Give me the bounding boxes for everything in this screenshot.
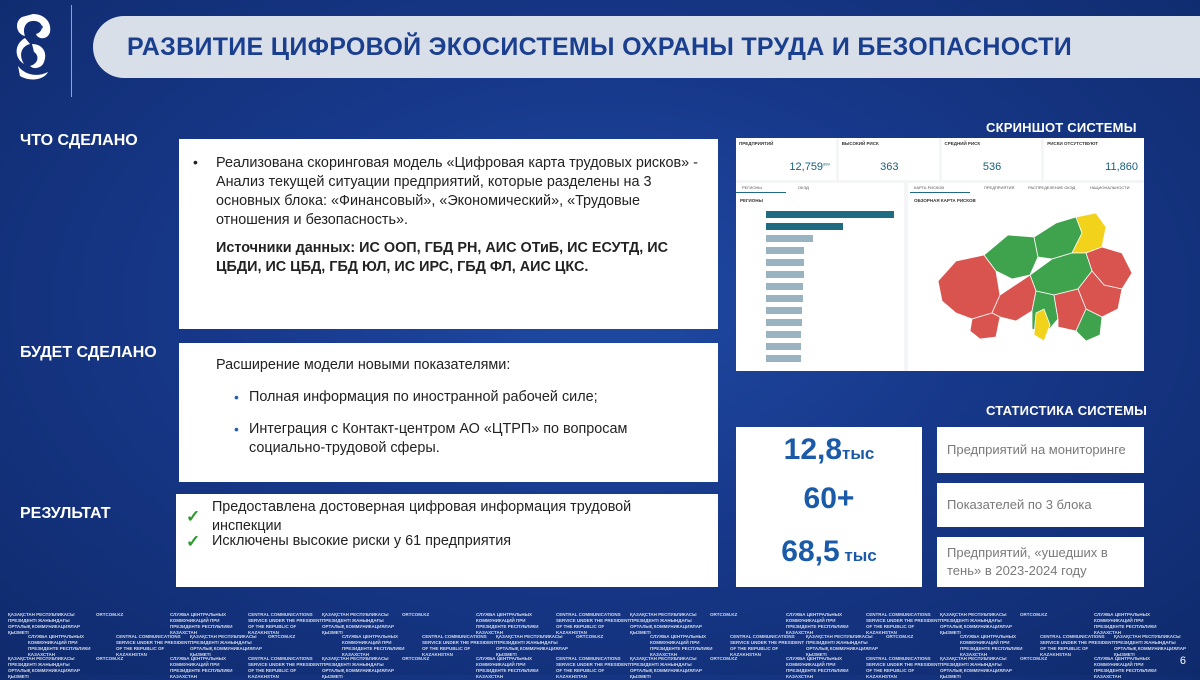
footer-watermark-text: ҚАЗАҚСТАН РЕСПУБЛИКАСЫ ПРЕЗИДЕНТІ ЖАНЫНДАҒЫ ОРТАЛЫҚ КОММУНИКАЦИЯЛАР ҚЫЗМЕТІ xyxy=(8,612,80,635)
footer-watermark-text: ҚАЗАҚСТАН РЕСПУБЛИКАСЫ ПРЕЗИДЕНТІ ЖАНЫНДАҒЫ ОРТАЛЫҚ КОММУНИКАЦИЯЛАР ҚЫЗМЕТІ xyxy=(322,612,394,635)
title-bar xyxy=(93,16,1200,78)
kazakhstan-risk-map xyxy=(926,209,1138,364)
region-bar xyxy=(766,235,813,242)
footer-watermark-text: ҚАЗАҚСТАН РЕСПУБЛИКАСЫ ПРЕЗИДЕНТІ ЖАНЫНДАҒЫ ОРТАЛЫҚ КОММУНИКАЦИЯЛАР ҚЫЗМЕТІ xyxy=(322,656,394,679)
footer-watermark-text: ORTCOM.KZ xyxy=(402,612,430,617)
footer-watermark-text: СЛУЖБА ЦЕНТРАЛЬНЫХ КОММУНИКАЦИЙ ПРИ ПРЕЗИДЕНТЕ РЕСПУБЛИКИ КАЗАХСТАН xyxy=(786,612,849,635)
active-tab-underline xyxy=(910,192,970,193)
region-bar xyxy=(766,319,802,326)
kpi-card xyxy=(736,138,836,180)
footer-watermark-text: CENTRAL COMMUNICATIONS SERVICE UNDER THE PRESIDENT OF THE REPUBLIC OF KAZAKHSTAN xyxy=(1040,634,1115,657)
stat-value xyxy=(736,433,922,467)
stat-description: Показателей по 3 блока xyxy=(937,483,1144,527)
footer-watermark-text: ORTCOM.KZ xyxy=(402,656,430,661)
tab-oked-distribution[interactable]: РАСПРЕДЕЛЕНИЕ ОКЭД xyxy=(1028,185,1076,190)
map-region-south-west xyxy=(992,275,1036,321)
snow-leopard-logo xyxy=(8,10,58,85)
stat-description: Предприятий на мониторинге xyxy=(937,427,1144,473)
stat-number: 12,8 xyxy=(783,433,843,466)
footer-watermark-text: СЛУЖБА ЦЕНТРАЛЬНЫХ КОММУНИКАЦИЙ ПРИ ПРЕЗИДЕНТЕ РЕСПУБЛИКИ КАЗАХСТАН xyxy=(650,634,713,657)
stat-unit: тыс xyxy=(842,444,875,463)
kpi-card xyxy=(1044,138,1144,180)
region-bar xyxy=(766,343,801,350)
todo-item-text: Интеграция с Контакт-центром АО «ЦТРП» по вопросам социально-трудовой сферы. xyxy=(249,421,628,456)
stats-heading: СТАТИСТИКА СИСТЕМЫ xyxy=(986,403,1148,418)
page-title: РАЗВИТИЕ ЦИФРОВОЙ ЭКОСИСТЕМЫ ОХРАНЫ ТРУДА И БЕЗОПАСНОСТИ xyxy=(127,32,1073,61)
footer-watermark-text: ORTCOM.KZ xyxy=(96,612,124,617)
stats-values-box xyxy=(736,427,922,587)
region-bar xyxy=(766,259,804,266)
footer-watermark-text: ҚАЗАҚСТАН РЕСПУБЛИКАСЫ ПРЕЗИДЕНТІ ЖАНЫНДАҒЫ ОРТАЛЫҚ КОММУНИКАЦИЯЛАР ҚЫЗМЕТІ xyxy=(496,634,568,657)
stat-unit: тыс xyxy=(839,546,877,565)
system-screenshot xyxy=(736,138,1144,371)
footer-watermark-text: ORTCOM.KZ xyxy=(710,612,738,617)
footer-watermark-text: ORTCOM.KZ xyxy=(710,656,738,661)
footer-watermark-text: ORTCOM.KZ xyxy=(96,656,124,661)
kpi-card xyxy=(942,138,1042,180)
section-label-result: РЕЗУЛЬТАТ xyxy=(20,505,111,522)
region-bar xyxy=(766,295,803,302)
stat-value xyxy=(736,482,922,516)
footer-watermark-text: CENTRAL COMMUNICATIONS SERVICE UNDER THE PRESIDENT OF THE REPUBLIC OF KAZAKHSTAN xyxy=(866,656,941,679)
footer-watermark-text: ҚАЗАҚСТАН РЕСПУБЛИКАСЫ ПРЕЗИДЕНТІ ЖАНЫНДАҒЫ ОРТАЛЫҚ КОММУНИКАЦИЯЛАР ҚЫЗМЕТІ xyxy=(630,656,702,679)
page-number: 6 xyxy=(1179,655,1186,667)
todo-item-text: Полная информация по иностранной рабочей силе; xyxy=(249,389,598,405)
kpi-value xyxy=(789,161,829,173)
done-card xyxy=(179,139,718,329)
bullet-icon: • xyxy=(193,154,198,170)
tab-risk-map[interactable]: КАРТА РИСКОВ xyxy=(914,185,945,190)
footer-watermark-text: СЛУЖБА ЦЕНТРАЛЬНЫХ КОММУНИКАЦИЙ ПРИ ПРЕЗИДЕНТЕ РЕСПУБЛИКИ КАЗАХСТАН xyxy=(786,656,849,679)
footer-watermark-text: CENTRAL COMMUNICATIONS SERVICE UNDER THE PRESIDENT OF THE REPUBLIC OF KAZAKHSTAN xyxy=(556,612,631,635)
kpi-row xyxy=(736,138,1144,180)
kpi-value: 536 xyxy=(982,161,1002,173)
footer-watermark-text: ORTCOM.KZ xyxy=(576,634,604,639)
tab-nationalities[interactable]: НАЦИОНАЛЬНОСТИ xyxy=(1090,185,1130,190)
footer-watermark-text: CENTRAL COMMUNICATIONS SERVICE UNDER THE PRESIDENT OF THE REPUBLIC OF KAZAKHSTAN xyxy=(116,634,191,657)
footer-watermark-text: ҚАЗАҚСТАН РЕСПУБЛИКАСЫ ПРЕЗИДЕНТІ ЖАНЫНДАҒЫ ОРТАЛЫҚ КОММУНИКАЦИЯЛАР ҚЫЗМЕТІ xyxy=(630,612,702,635)
bullet-icon: • xyxy=(234,389,239,405)
footer-watermark-text: ҚАЗАҚСТАН РЕСПУБЛИКАСЫ ПРЕЗИДЕНТІ ЖАНЫНДАҒЫ ОРТАЛЫҚ КОММУНИКАЦИЯЛАР ҚЫЗМЕТІ xyxy=(190,634,262,657)
footer-watermark-text: ҚАЗАҚСТАН РЕСПУБЛИКАСЫ ПРЕЗИДЕНТІ ЖАНЫНДАҒЫ ОРТАЛЫҚ КОММУНИКАЦИЯЛАР ҚЫЗМЕТІ xyxy=(8,656,80,679)
stat-value xyxy=(736,535,922,569)
footer-watermark-text: CENTRAL COMMUNICATIONS SERVICE UNDER THE PRESIDENT OF THE REPUBLIC OF KAZAKHSTAN xyxy=(556,656,631,679)
footer-watermark-text: ORTCOM.KZ xyxy=(1020,612,1048,617)
kpi-value: 11,860 xyxy=(1105,161,1138,173)
footer-watermark-text: ҚАЗАҚСТАН РЕСПУБЛИКАСЫ ПРЕЗИДЕНТІ ЖАНЫНДАҒЫ ОРТАЛЫҚ КОММУНИКАЦИЯЛАР ҚЫЗМЕТІ xyxy=(940,656,1012,679)
section-label-todo: БУДЕТ СДЕЛАНО xyxy=(20,344,157,361)
kpi-label: РИСКИ ОТСУТСТВУЮТ xyxy=(1047,141,1098,146)
stat-number: 68,5 xyxy=(781,535,840,568)
region-bar xyxy=(766,307,802,314)
map-subtitle: ОБЗОРНАЯ КАРТА РИСКОВ xyxy=(914,198,976,203)
footer-watermark-text: СЛУЖБА ЦЕНТРАЛЬНЫХ КОММУНИКАЦИЙ ПРИ ПРЕЗИДЕНТЕ РЕСПУБЛИКИ КАЗАХСТАН xyxy=(170,656,233,679)
todo-item xyxy=(216,388,704,407)
region-bar xyxy=(766,283,803,290)
kpi-card xyxy=(839,138,939,180)
footer-watermark-text: ҚАЗАҚСТАН РЕСПУБЛИКАСЫ ПРЕЗИДЕНТІ ЖАНЫНДАҒЫ ОРТАЛЫҚ КОММУНИКАЦИЯЛАР ҚЫЗМЕТІ xyxy=(940,612,1012,635)
footer-watermark-text: СЛУЖБА ЦЕНТРАЛЬНЫХ КОММУНИКАЦИЙ ПРИ ПРЕЗИДЕНТЕ РЕСПУБЛИКИ КАЗАХСТАН xyxy=(476,656,539,679)
stat-number: 60+ xyxy=(803,482,855,515)
result-card xyxy=(176,494,718,587)
footer-watermark-text: СЛУЖБА ЦЕНТРАЛЬНЫХ КОММУНИКАЦИЙ ПРИ ПРЕЗИДЕНТЕ РЕСПУБЛИКИ КАЗАХСТАН xyxy=(28,634,91,657)
footer-watermark-text: СЛУЖБА ЦЕНТРАЛЬНЫХ КОММУНИКАЦИЙ ПРИ ПРЕЗИДЕНТЕ РЕСПУБЛИКИ КАЗАХСТАН xyxy=(1094,612,1157,635)
todo-card xyxy=(179,343,718,482)
kpi-value-main: 12,759 xyxy=(789,161,824,173)
logo-divider xyxy=(71,5,72,97)
footer-watermark-text: CENTRAL COMMUNICATIONS SERVICE UNDER THE PRESIDENT OF THE REPUBLIC OF KAZAKHSTAN xyxy=(248,612,323,635)
regions-panel xyxy=(736,183,904,371)
regions-subtitle: РЕГИОНЫ xyxy=(740,198,763,203)
footer-watermark-text: СЛУЖБА ЦЕНТРАЛЬНЫХ КОММУНИКАЦИЙ ПРИ ПРЕЗИДЕНТЕ РЕСПУБЛИКИ КАЗАХСТАН xyxy=(1094,656,1157,679)
tab-oked[interactable]: ОКЭД xyxy=(798,185,809,190)
footer-watermark-text: ҚАЗАҚСТАН РЕСПУБЛИКАСЫ ПРЕЗИДЕНТІ ЖАНЫНДАҒЫ ОРТАЛЫҚ КОММУНИКАЦИЯЛАР ҚЫЗМЕТІ xyxy=(806,634,878,657)
active-tab-underline xyxy=(736,192,786,193)
screenshot-heading: СКРИНШОТ СИСТЕМЫ xyxy=(986,120,1137,135)
footer-watermark xyxy=(0,608,1200,679)
kpi-label: ПРЕДПРИЯТИЙ xyxy=(739,141,774,146)
footer-watermark-text: ORTCOM.KZ xyxy=(268,634,296,639)
footer-watermark-text: ORTCOM.KZ xyxy=(1020,656,1048,661)
checkmark-icon: ✓ xyxy=(186,507,201,526)
footer-watermark-text: CENTRAL COMMUNICATIONS SERVICE UNDER THE PRESIDENT OF THE REPUBLIC OF KAZAKHSTAN xyxy=(248,656,323,679)
result-item-text: Исключены высокие риски у 61 предприятия xyxy=(212,533,512,549)
footer-watermark-text: CENTRAL COMMUNICATIONS SERVICE UNDER THE PRESIDENT OF THE REPUBLIC OF KAZAKHSTAN xyxy=(422,634,497,657)
data-sources: Источники данных: ИС ООП, ГБД РН, АИС ОТиБ, ИС ЕСУТД, ИС ЦБДИ, ИС ЦБД, ГБД ЮЛ, ИС ИРС, ГБД ФЛ, АИС ЦКС. xyxy=(216,240,669,275)
footer-watermark-text: CENTRAL COMMUNICATIONS SERVICE UNDER THE PRESIDENT OF THE REPUBLIC OF KAZAKHSTAN xyxy=(866,612,941,635)
region-bar xyxy=(766,331,801,338)
tab-enterprises[interactable]: ПРЕДПРИЯТИЯ xyxy=(984,185,1015,190)
kpi-value: 363 xyxy=(880,161,899,173)
bullet-icon: • xyxy=(234,421,239,437)
footer-watermark-text: СЛУЖБА ЦЕНТРАЛЬНЫХ КОММУНИКАЦИЙ ПРИ ПРЕЗИДЕНТЕ РЕСПУБЛИКИ КАЗАХСТАН xyxy=(476,612,539,635)
footer-watermark-text: СЛУЖБА ЦЕНТРАЛЬНЫХ КОММУНИКАЦИЙ ПРИ ПРЕЗИДЕНТЕ РЕСПУБЛИКИ КАЗАХСТАН xyxy=(342,634,405,657)
region-bar xyxy=(766,355,801,362)
section-label-done: ЧТО СДЕЛАНО xyxy=(20,132,138,149)
region-bar xyxy=(766,247,804,254)
footer-watermark-text: ORTCOM.KZ xyxy=(886,634,914,639)
todo-item xyxy=(216,420,704,458)
tab-regions[interactable]: РЕГИОНЫ xyxy=(742,185,762,190)
region-bar xyxy=(766,271,804,278)
risk-map-panel xyxy=(908,183,1144,371)
result-item xyxy=(186,498,704,534)
footer-watermark-text: СЛУЖБА ЦЕНТРАЛЬНЫХ КОММУНИКАЦИЙ ПРИ ПРЕЗИДЕНТЕ РЕСПУБЛИКИ КАЗАХСТАН xyxy=(960,634,1023,657)
stat-description: Предприятий, «ушедших в тень» в 2023-2024 году xyxy=(937,537,1144,587)
kpi-label: ВЫСОКИЙ РИСК xyxy=(841,141,879,146)
footer-watermark-text: СЛУЖБА ЦЕНТРАЛЬНЫХ КОММУНИКАЦИЙ ПРИ ПРЕЗИДЕНТЕ РЕСПУБЛИКИ КАЗАХСТАН xyxy=(170,612,233,635)
todo-intro: Расширение модели новыми показателями: xyxy=(216,357,511,373)
region-bar xyxy=(766,211,894,218)
result-item-text: Предоставлена достоверная цифровая информация трудовой инспекции xyxy=(211,498,632,534)
done-paragraph: Реализована скоринговая модель «Цифровая карта трудовых рисков» - Анализ текущей ситуации предприятий, которые разделены на 3 основных блока: «Финансовый», «Экономический», «Трудовые отношения и безопасность». xyxy=(216,155,698,228)
kpi-label: СРЕДНИЙ РИСК xyxy=(944,141,981,146)
checkmark-icon: ✓ xyxy=(186,532,201,551)
kpi-value-suffix: 899 xyxy=(823,161,830,167)
footer-watermark-text: CENTRAL COMMUNICATIONS SERVICE UNDER THE PRESIDENT OF THE REPUBLIC OF KAZAKHSTAN xyxy=(730,634,805,657)
region-bar xyxy=(766,223,843,230)
footer-watermark-text: ҚАЗАҚСТАН РЕСПУБЛИКАСЫ ПРЕЗИДЕНТІ ЖАНЫНДАҒЫ ОРТАЛЫҚ КОММУНИКАЦИЯЛАР ҚЫЗМЕТІ xyxy=(1114,634,1186,657)
